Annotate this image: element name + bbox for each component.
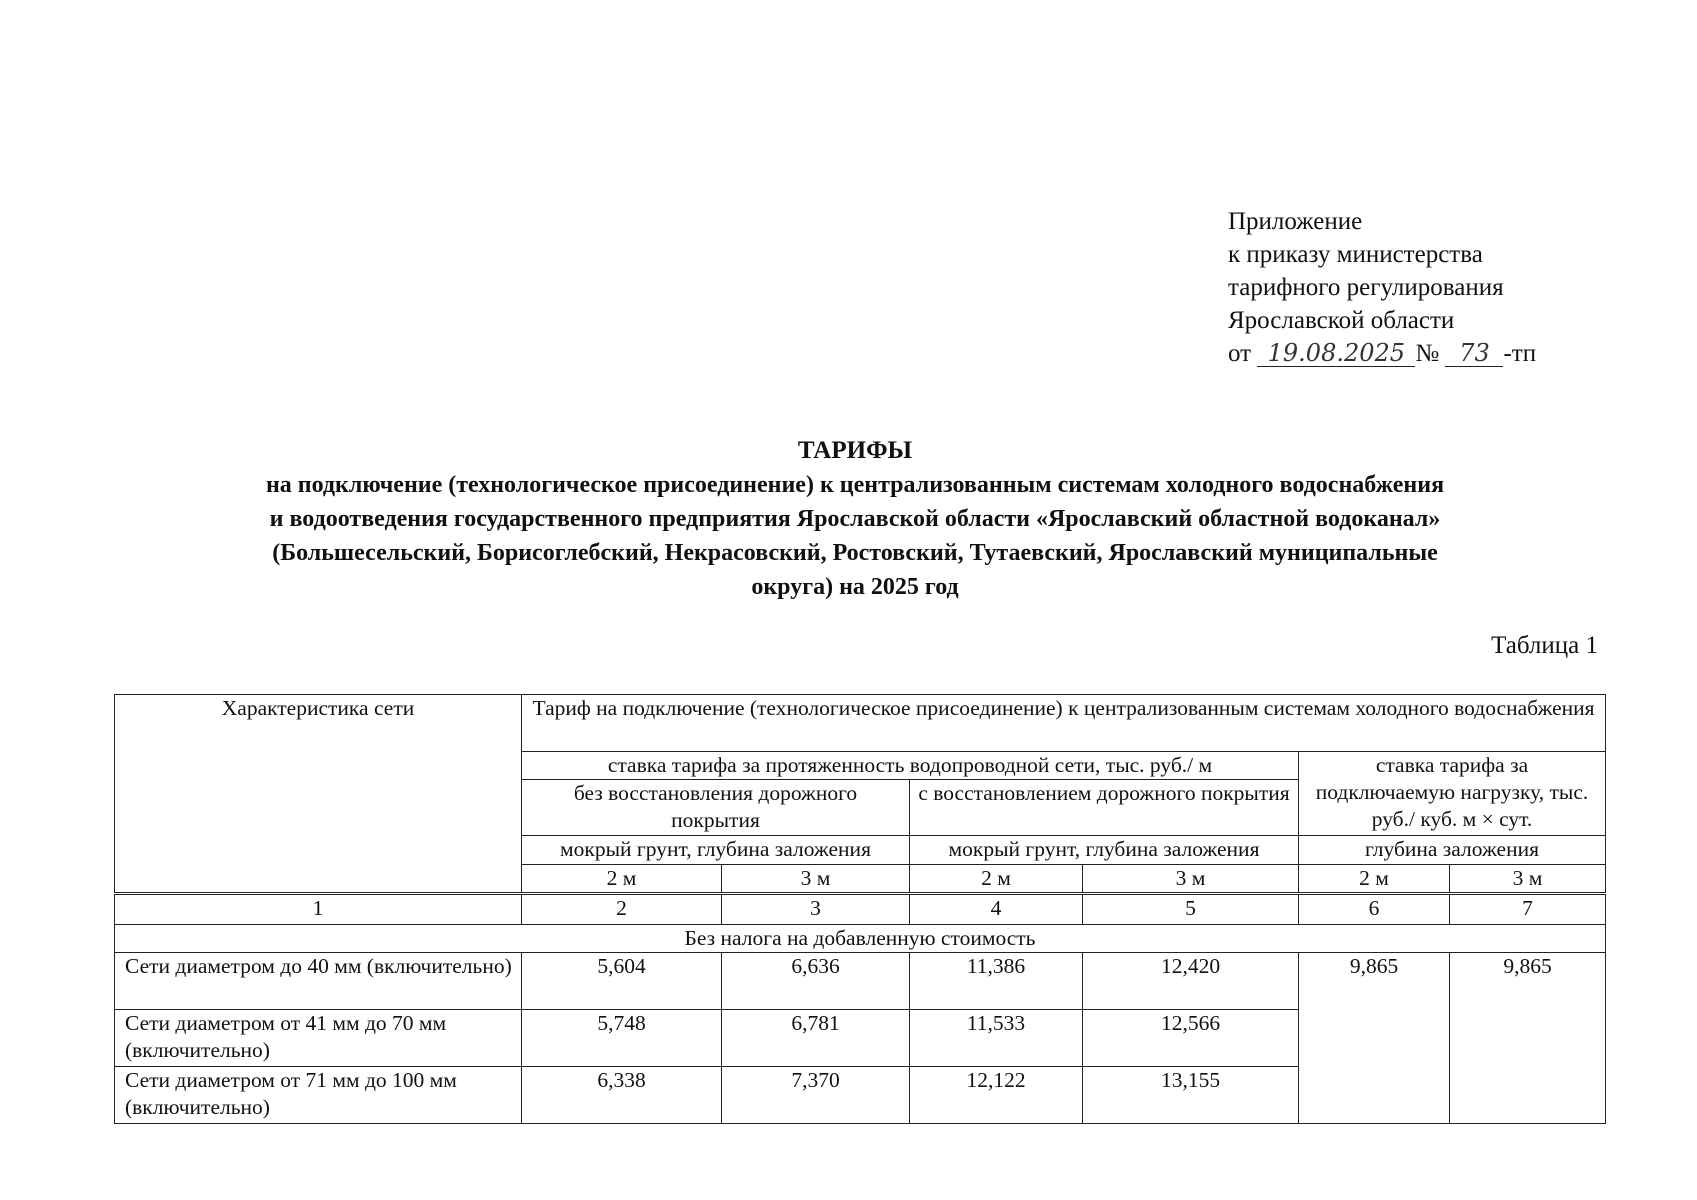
load-value-3m: 9,865 bbox=[1450, 953, 1606, 1124]
tariff-table bbox=[114, 694, 1606, 1124]
cell-value: 5,604 bbox=[522, 953, 722, 1010]
cell-value: 12,566 bbox=[1083, 1010, 1299, 1067]
column-number: 4 bbox=[910, 894, 1083, 925]
order-suffix: -тп bbox=[1503, 340, 1537, 367]
order-date: 19.08.2025 bbox=[1257, 340, 1415, 367]
table-row bbox=[115, 953, 1606, 1010]
header-network: Характеристика сети bbox=[115, 695, 522, 894]
appendix-line: Приложение bbox=[1228, 208, 1363, 235]
cell-value: 6,636 bbox=[722, 953, 910, 1010]
header-depth-2m: 2 м bbox=[1299, 865, 1450, 894]
row-label: Сети диаметром до 40 мм (включительно) bbox=[115, 953, 522, 1010]
cell-value: 6,781 bbox=[722, 1010, 910, 1067]
header-depth: глубина заложения bbox=[1299, 836, 1606, 865]
cell-value: 11,533 bbox=[910, 1010, 1083, 1067]
header-depth-2m: 2 м bbox=[910, 865, 1083, 894]
appendix-line: к приказу министерства bbox=[1228, 241, 1483, 268]
cell-value: 13,155 bbox=[1083, 1067, 1299, 1124]
cell-value: 12,420 bbox=[1083, 953, 1299, 1010]
document-title bbox=[140, 434, 1570, 604]
header-no-restore: без восстановления дорожного покрытия bbox=[522, 780, 910, 836]
column-number: 1 bbox=[115, 894, 522, 925]
column-number: 2 bbox=[522, 894, 722, 925]
order-number: 73 bbox=[1445, 340, 1503, 367]
cell-value: 6,338 bbox=[522, 1067, 722, 1124]
appendix-block bbox=[1228, 205, 1536, 370]
header-depth-3m: 3 м bbox=[1083, 865, 1299, 894]
row-label: Сети диаметром от 71 мм до 100 мм (включительно) bbox=[115, 1067, 522, 1124]
column-number: 6 bbox=[1299, 894, 1450, 925]
header-length-rate: ставка тарифа за протяженность водопроводной сети, тыс. руб./ м bbox=[522, 752, 1299, 780]
header-soil: мокрый грунт, глубина заложения bbox=[522, 836, 910, 865]
number-label: № bbox=[1415, 340, 1440, 367]
header-load-rate: ставка тарифа за подключаемую нагрузку, тыс. руб./ куб. м × сут. bbox=[1299, 752, 1606, 836]
cell-value: 5,748 bbox=[522, 1010, 722, 1067]
from-label: от bbox=[1228, 340, 1252, 367]
cell-value: 11,386 bbox=[910, 953, 1083, 1010]
title-main: ТАРИФЫ bbox=[797, 437, 913, 464]
header-depth-2m: 2 м bbox=[522, 865, 722, 894]
section-heading: Без налога на добавленную стоимость bbox=[115, 925, 1606, 953]
cell-value: 12,122 bbox=[910, 1067, 1083, 1124]
header-depth-3m: 3 м bbox=[722, 865, 910, 894]
title-line: на подключение (технологическое присоединение) к централизованным системам холодного водоснабжения bbox=[265, 472, 1445, 498]
row-label: Сети диаметром от 41 мм до 70 мм (включительно) bbox=[115, 1010, 522, 1067]
title-line: округа) на 2025 год bbox=[751, 574, 959, 600]
column-number: 3 bbox=[722, 894, 910, 925]
title-line: и водоотведения государственного предприятия Ярославской области «Ярославский областной водоканал» bbox=[269, 506, 1441, 532]
header-with-restore: с восстановлением дорожного покрытия bbox=[910, 780, 1299, 836]
appendix-line: тарифного регулирования bbox=[1228, 274, 1504, 301]
appendix-line: Ярославской области bbox=[1228, 307, 1455, 334]
header-depth-3m: 3 м bbox=[1450, 865, 1606, 894]
column-number: 5 bbox=[1083, 894, 1299, 925]
header-tariff: Тариф на подключение (технологическое присоединение) к централизованным системам холодного водоснабжения bbox=[522, 695, 1606, 752]
cell-value: 7,370 bbox=[722, 1067, 910, 1124]
title-line: (Большесельский, Борисоглебский, Некрасовский, Ростовский, Тутаевский, Ярославский муниципальные bbox=[272, 540, 1438, 566]
appendix-order-line bbox=[1228, 337, 1536, 370]
load-value-2m: 9,865 bbox=[1299, 953, 1450, 1124]
table-label: Таблица 1 bbox=[1491, 632, 1598, 659]
header-soil: мокрый грунт, глубина заложения bbox=[910, 836, 1299, 865]
column-number: 7 bbox=[1450, 894, 1606, 925]
